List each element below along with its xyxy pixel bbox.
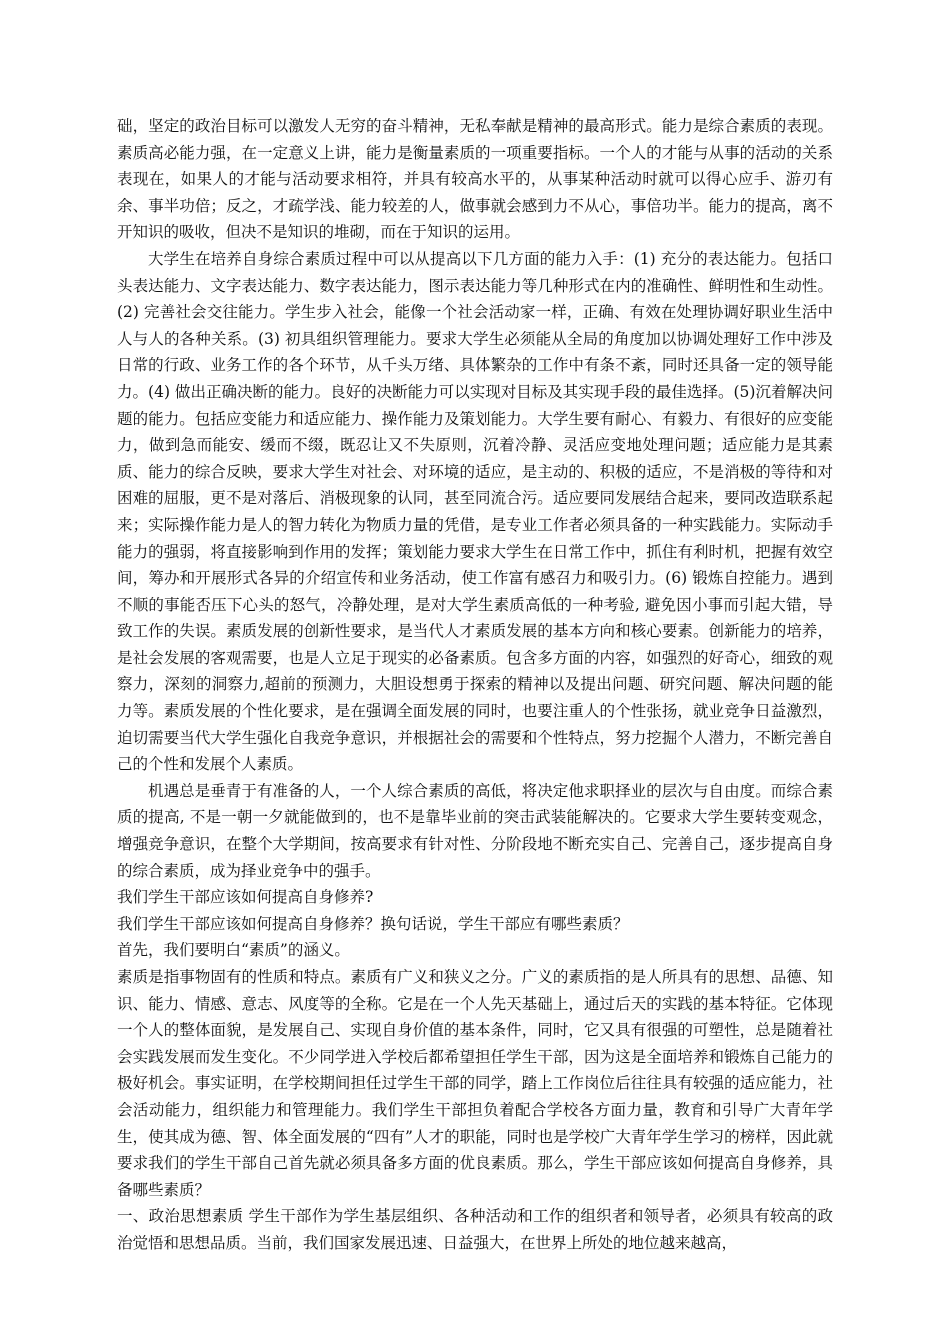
paragraph-political-quality: 一、政治思想素质 学生干部作为学生基层组织、各种活动和工作的组织者和领导者，必须具有较高的政治觉悟和思想品质。当前，我们国家发展迅速、日益强大，在世界上所处的地位越来越高， — [117, 1207, 833, 1252]
paragraph-ability-definition: 础，坚定的政治目标可以激发人无穷的奋斗精神，无私奉献是精神的最高形式。能力是综合素质的表现。素质高必能力强，在一定意义上讲，能力是衡量素质的一项重要指标。一个人的才能与从事的活动的关系表现在，如果人的才能与活动要求相符，并具有较高水平的，从事某种活动时就可以得心应手、游刃有余、事半功倍；反之，才疏学浅、能力较差的人，做事就会感到力不从心，事倍功半。能力的提高，离不开知识的吸收，但决不是知识的堆砌，而在于知识的运用。 — [117, 117, 833, 242]
section-heading: 我们学生干部应该如何提高自身修养? — [117, 888, 374, 907]
paragraph-first: 首先，我们要明白“素质”的涵义。 — [117, 941, 350, 960]
paragraph-opportunity: 机遇总是垂青于有准备的人，一个人综合素质的高低，将决定他求职择业的层次与自由度。而综合素质的提高, 不是一朝一夕就能做到的，也不是靠毕业前的突击武装能解决的。它要求大学生要转变观念，增强竞争意识，在整个大学期间，按高要求有针对性、分阶段地不断充实自己、完善自己，逐步提高自身的综合素质，成为择业竞争中的强手。 — [117, 781, 833, 880]
paragraph-quality-definition: 素质是指事物固有的性质和特点。素质有广义和狭义之分。广义的素质指的是人所具有的思想、品德、知识、能力、情感、意志、风度等的全称。它是在一个人先天基础上，通过后天的实践的基本特征。它体现一个人的整体面貌，是发展自己、实现自身价值的基本条件，同时，它又具有很强的可塑性，总是随着社会实践发展而发生变化。不少同学进入学校后都希望担任学生干部，因为这是全面培养和锻炼自己能力的极好机会。事实证明，在学校期间担任过学生干部的同学，踏上工作岗位后往往具有较强的适应能力，社会活动能力，组织能力和管理能力。我们学生干部担负着配合学校各方面力量，教育和引导广大青年学生，使其成为德、智、体全面发展的“四有”人才的职能，同时也是学校广大青年学生学习的榜样，因此就要求我们的学生干部自己首先就必须具备多方面的优良素质。那么，学生干部应该如何提高自身修养，具备哪些素质？ — [117, 968, 833, 1199]
paragraph-question: 我们学生干部应该如何提高自身修养？换句话说，学生干部应有哪些素质？ — [117, 914, 629, 933]
document-page — [117, 113, 833, 1257]
paragraph-ability-list: 大学生在培养自身综合素质过程中可以从提高以下几方面的能力入手：(1) 充分的表达能力。包括口头表达能力、文字表达能力、数字表达能力，图示表达能力等几种形式在内的准确性、鲜明性和生动性。(2) 完善社会交往能力。学生步入社会，能像一个社会活动家一样，正确、有效在处理协调好职业生活中人与人的各种关系。(3) 初具组织管理能力。要求大学生必须能从全局的角度加以协调处理好工作中涉及日常的行政、业务工作的各个环节，从千头万绪、具体繁杂的工作中有条不紊，同时还具备一定的领导能力。(4) 做出正确决断的能力。良好的决断能力可以实现对目标及其实现手段的最佳选择。(5)沉着解决问题的能力。包括应变能力和适应能力、操作能力及策划能力。大学生要有耐心、有毅力、有很好的应变能力，做到急而能安、缓而不缀，既忍让又不失原则，沉着冷静、灵活应变地处理问题；适应能力是其素质、能力的综合反映，要求大学生对社会、对环境的适应，是主动的、积极的适应，不是消极的等待和对困难的屈服，更不是对落后、消极现象的认同，甚至同流合污。适应要同发展结合起来，要同改造联系起来；实际操作能力是人的智力转化为物质力量的凭借，是专业工作者必须具备的一种实践能力。实际动手能力的强弱，将直接影响到作用的发挥；策划能力要求大学生在日常工作中，抓住有利时机，把握有效空间，筹办和开展形式各异的介绍宣传和业务活动，使工作富有感召力和吸引力。(6) 锻炼自控能力。遇到不顺的事能否压下心头的怒气，冷静处理，是对大学生素质高低的一种考验, 避免因小事而引起大错，导致工作的失误。素质发展的创新性要求，是当代人才素质发展的基本方向和核心要素。创新能力的培养，是社会发展的客观需要，也是人立足于现实的必备素质。包含多方面的内容，如强烈的好奇心，细致的观察力，深刻的洞察力,超前的预测力，大胆设想勇于探索的精神以及提出问题、研究问题、解决问题的能力等。素质发展的个性化要求，是在强调全面发展的同时，也要注重人的个性张扬，就业竞争日益激烈，迫切需要当代大学生强化自我竞争意识，并根据社会的需要和个性特点，努力挖掘个人潜力，不断完善自己的个性和发展个人素质。 — [117, 249, 833, 774]
